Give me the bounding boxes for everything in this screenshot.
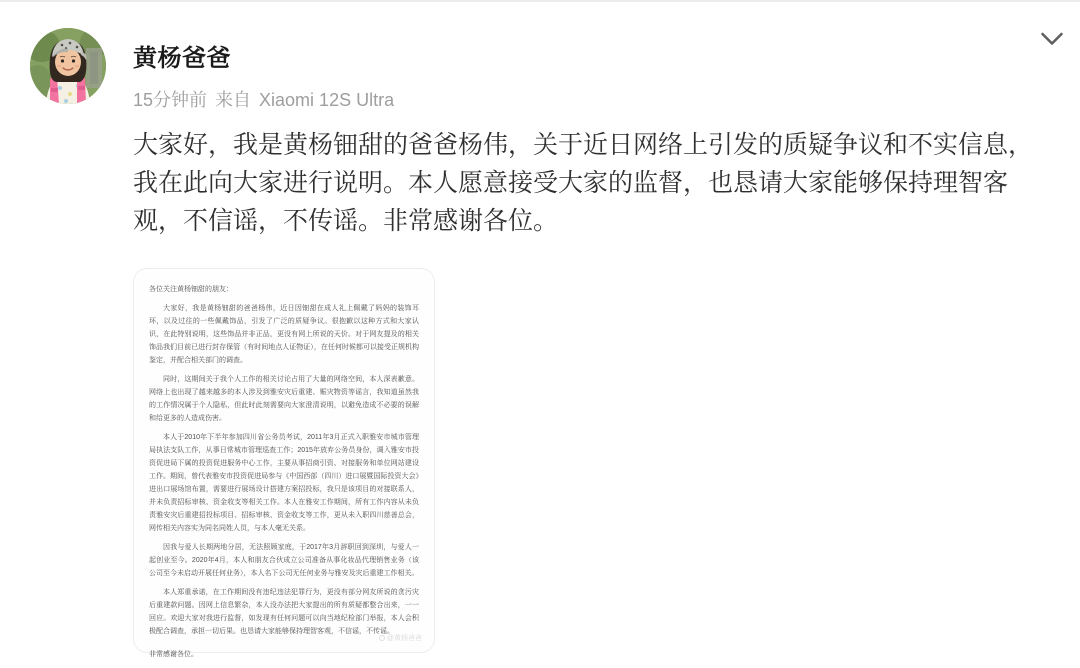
avatar[interactable] <box>30 28 106 104</box>
card-top-divider <box>0 0 1080 2</box>
post-meta <box>133 86 394 112</box>
author-name[interactable]: 黄杨爸爸 <box>133 45 231 72</box>
post-timestamp: 15分钟前 <box>133 90 208 110</box>
watermark-text: @黄杨爸爸 <box>386 635 422 642</box>
source-device-link[interactable]: Xiaomi 12S Ultra <box>259 90 395 110</box>
post-body-text: 大家好，我是黄杨钿甜的爸爸杨伟，关于近日网络上引发的质疑争议和不实信息，我在此向大家进行说明。本人愿意接受大家的监督，也恳请大家能够保持理智客观，不信谣，不传谣。非常感谢各位。 <box>133 131 1034 235</box>
statement-salutation: 各位关注黄杨钿甜的朋友： <box>149 286 233 293</box>
statement-paragraph: 大家好，我是黄杨钿甜的爸爸杨伟，近日因钿甜在成人礼上佩戴了妈妈的装饰耳环，以及过往的一些佩戴饰品，引发了广泛的质疑争议。很抱歉以这种方式和大家认识，在此特别说明，这些饰品并非正品，更没有网上所说的天价。对于网友提及的相关饰品我们目前已进行封存保管（有时间地点人证物证），在任何时候都可以接受正规机构鉴定，并配合相关部门的调查。 <box>149 305 419 364</box>
avatar-photo-illustration <box>30 28 106 104</box>
source-label: 来自 <box>215 90 252 110</box>
statement-paragraph: 因我与爱人长期两地分居，无法照顾家庭，于2017年3月辞职回到深圳，与爱人一起创业至今。2020年4月，本人和朋友合伙成立公司准备从事化妆品代理销售业务（该公司至今未启动开展任何业务），本人名下公司无任何业务与雅安及灾后重建工作相关。 <box>149 544 419 577</box>
statement-closing: 非常感谢各位。 <box>149 651 198 658</box>
statement-paragraph: 本人于2010年下半年参加四川省公务员考试，2011年3月正式入职雅安市城市管理局执法支队工作，从事日常城市管理巡查工作；2015年放弃公务员身份，调入雅安市投资促进局下属的投资促进服务中心工作，主要从事招商引资、对接服务和单位网站建设工作。期间，曾代表雅安市投资促进局参与《中国西部（四川）进口展暨国际投资大会》进出口展场馆布置，需要进行展场设计搭建方案招投标，我只是该项目的对接联系人，并未负责招标审核、资金收支等相关工作。本人在雅安工作期间，所有工作内容从未负责雅安灾后重建招投标项目、招标审核、资金收支等工作，更从未入职四川慈善总会，网传相关内容实为同名同姓人员，与本人毫无关系。 <box>149 434 419 532</box>
statement-paragraph: 同时，这期间关于我个人工作的相关讨论占用了大量的网络空间，本人深表歉意。网络上也出现了越来越多的本人涉及到雅安灾后重建、赈灾物资等谣言，我知道虽然我的工作情况属于个人隐私，但此时此刻需要向大家澄清说明，以避免造成不必要的误解和给更多的人造成伤害。 <box>149 376 419 422</box>
statement-paragraph: 本人郑重承诺，在工作期间没有违纪违法犯罪行为，更没有部分网友所说的贪污灾后重建款问题。因网上信息繁杂，本人没办法把大家提出的所有质疑都整合出来，一一回应。欢迎大家对我进行监督，如发现有任何问题可以向当地纪检部门举报，本人会积极配合调查，承担一切后果。也恳请大家能够保持理智客观，不信谣，不传谣。 <box>149 589 419 635</box>
chevron-down-icon <box>1040 32 1064 46</box>
weibo-watermark-icon <box>379 635 385 641</box>
statement-image[interactable] <box>133 268 435 658</box>
image-watermark <box>379 633 422 643</box>
collapse-post-button[interactable] <box>1036 26 1068 52</box>
